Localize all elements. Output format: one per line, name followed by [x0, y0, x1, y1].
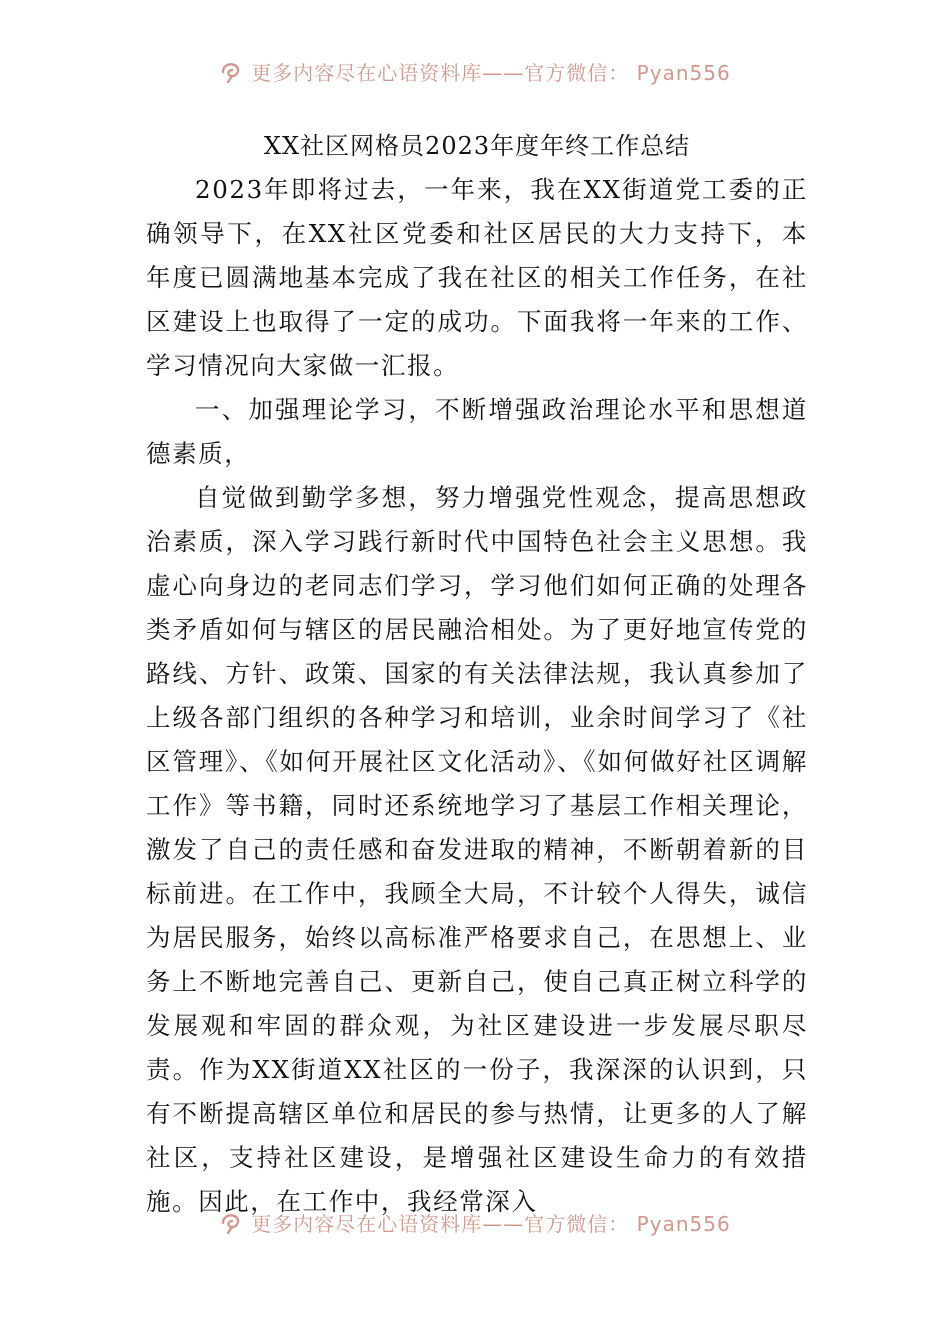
logo-icon [219, 58, 245, 84]
document-title: XX社区网格员2023年度年终工作总结 [263, 132, 691, 160]
document-body [146, 124, 808, 1224]
watermark-text: 更多内容尽在心语资料库——官方微信： Pyan556 [251, 60, 731, 85]
paragraph-section-heading: 一、加强理论学习，不断增强政治理论水平和思想道德素质， [146, 395, 808, 468]
watermark-footer [0, 1205, 950, 1239]
watermark-text: 更多内容尽在心语资料库——官方微信： Pyan556 [251, 1211, 731, 1236]
paragraph-body: 自觉做到勤学多想，努力增强党性观念，提高思想政治素质，深入学习践行新时代中国特色社会主义思想。我虚心向身边的老同志们学习，学习他们如何正确的处理各类矛盾如何与辖区的居民融洽相处。为了更好地宣传党的路线、方针、政策、国家的有关法律法规，我认真参加了上级各部门组织的各种学习和培训，业余时间学习了《社区管理》、《如何开展社区文化活动》、《如何做好社区调解工作》等书籍，同时还系统地学习了基层工作相关理论，激发了自己的责任感和奋发进取的精神，不断朝着新的目标前进。在工作中，我顾全大局，不计较个人得失，诚信为居民服务，始终以高标准严格要求自己，在思想上、业务上不断地完善自己、更新自己，使自己真正树立科学的发展观和牢固的群众观，为社区建设进一步发展尽职尽责。作为XX街道XX社区的一份子，我深深的认识到，只有不断提高辖区单位和居民的参与热情，让更多的人了解社区，支持社区建设，是增强社区建设生命力的有效措施。因此，在工作中，我经常深入 [146, 483, 808, 1216]
watermark-header [0, 54, 950, 88]
paragraph-intro: 2023年即将过去，一年来，我在XX街道党工委的正确领导下，在XX社区党委和社区居民的大力支持下，本年度已圆满地基本完成了我在社区的相关工作任务，在社区建设上也取得了一定的成功。下面我将一年来的工作、学习情况向大家做一汇报。 [146, 175, 808, 380]
logo-icon [219, 1209, 245, 1235]
